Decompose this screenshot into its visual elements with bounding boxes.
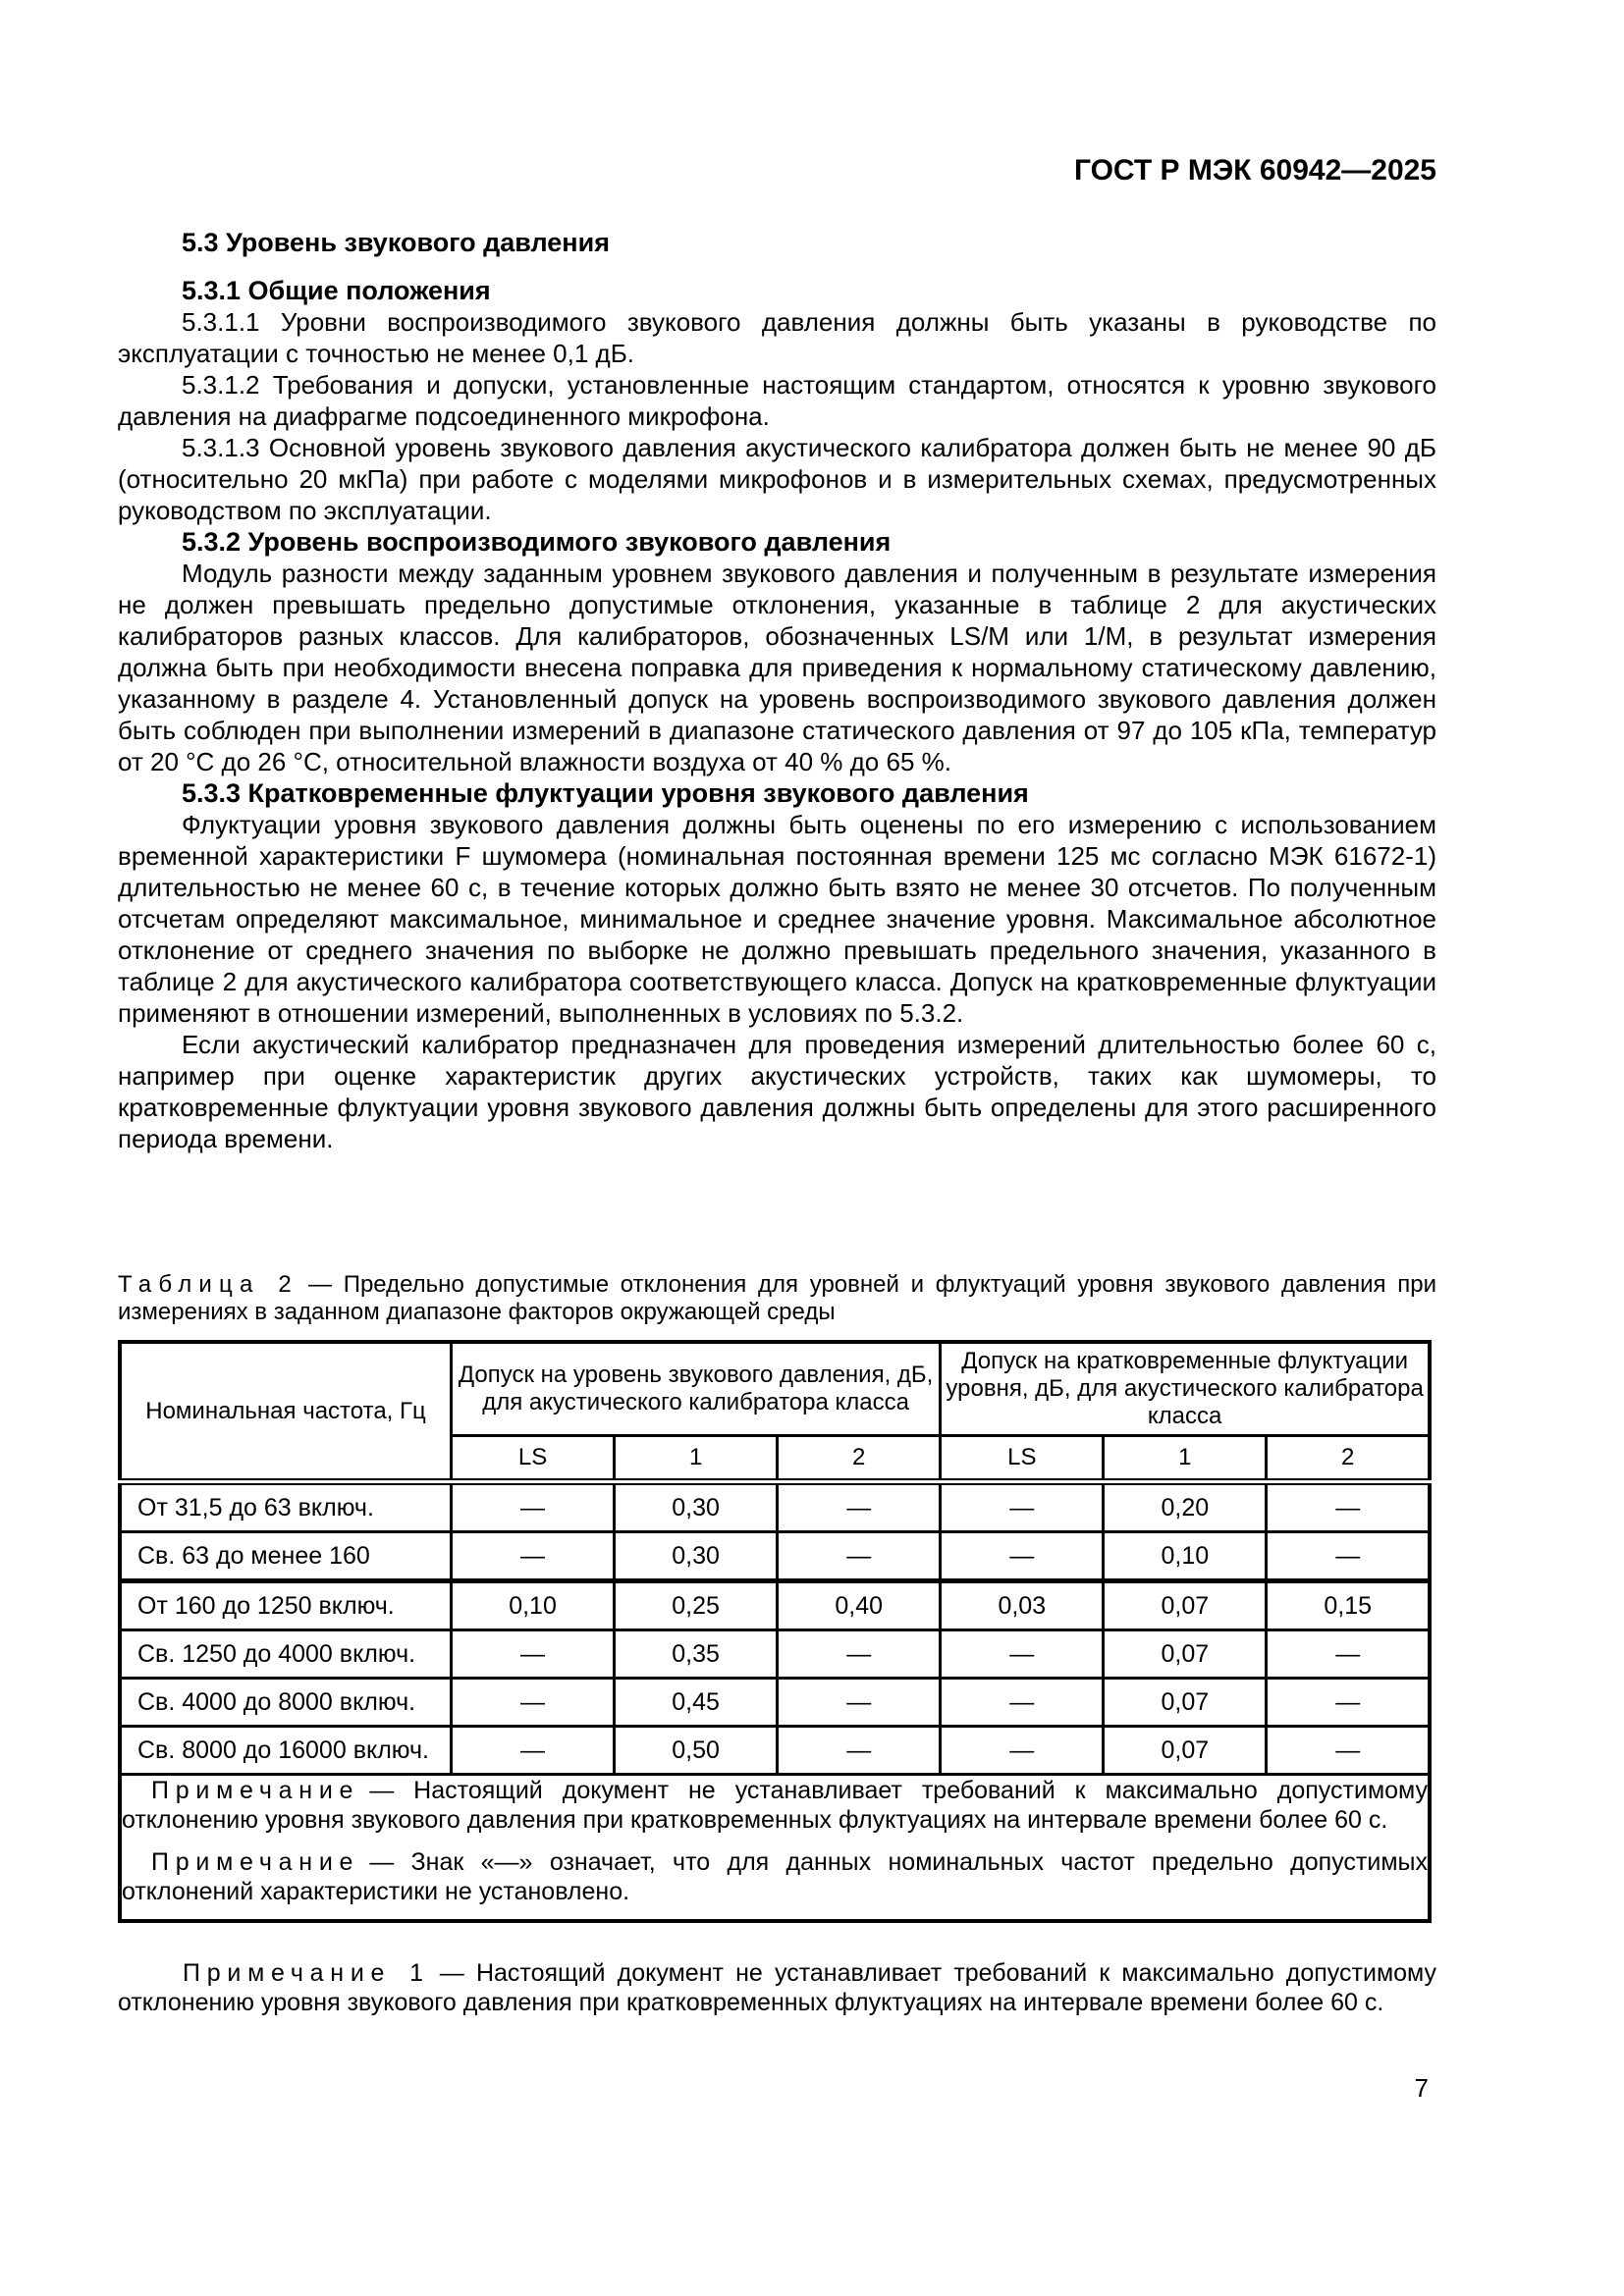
table-note-1-label: Примечание bbox=[151, 1777, 360, 1804]
cell-value: — bbox=[941, 1532, 1104, 1581]
cell-value: 0,30 bbox=[615, 1532, 778, 1581]
heading-5-3-2: 5.3.2 Уровень воспроизводимого звукового давления bbox=[182, 527, 892, 557]
table-notes-row bbox=[120, 1775, 1430, 1922]
cell-frequency: От 160 до 1250 включ. bbox=[120, 1581, 452, 1630]
table-note-2-text: — Знак «—» означает, что для данных номинальных частот предельно допустимых отклонений характеристики не установлено. bbox=[122, 1848, 1428, 1905]
cell-value: — bbox=[941, 1727, 1104, 1775]
cell-value: — bbox=[1267, 1630, 1430, 1679]
table-note-1 bbox=[122, 1776, 1428, 1835]
cell-value: — bbox=[1267, 1679, 1430, 1727]
cell-value: — bbox=[778, 1679, 941, 1727]
footnote bbox=[118, 1958, 1436, 2017]
table-header-row-groups bbox=[120, 1342, 1430, 1436]
running-header: ГОСТ Р МЭК 60942—2025 bbox=[1073, 154, 1436, 187]
cell-value: 0,03 bbox=[941, 1581, 1104, 1630]
table-caption-text: — Предельно допустимые отклонения для уровней и флуктуаций уровня звукового давления при измерениях в заданном диапазоне факторов окружающей среды bbox=[118, 1271, 1437, 1325]
cell-frequency: Св. 63 до менее 160 bbox=[120, 1532, 452, 1581]
cell-value: — bbox=[778, 1630, 941, 1679]
cell-value: — bbox=[452, 1727, 615, 1775]
cell-value: 0,07 bbox=[1104, 1727, 1267, 1775]
page-content bbox=[118, 153, 1436, 2017]
cell-value: 0,35 bbox=[615, 1630, 778, 1679]
cell-value: 0,07 bbox=[1104, 1581, 1267, 1630]
tolerances-table bbox=[118, 1340, 1432, 1923]
table-notes-cell bbox=[120, 1775, 1430, 1922]
table-row bbox=[120, 1482, 1430, 1532]
paragraph-5-3-2: Модуль разности между заданным уровнем звукового давления и полученным в результате измерения не должен превышать предельно допустимые отклонения, указанные в таблице 2 для акустических калибраторов разных классов. Для калибраторов, обозначенных LS/M или 1/М, в результат измерения должна быть при необходимости внесена поправка для приведения к нормальному статическому давлению, указанному в разделе 4. Установленный допуск на уровень воспроизводимого звукового давления должен быть соблюден при выполнении измерений в диапазоне статического давления от 97 до 105 кПа, температур от 20 °С до 26 °С, относительной влажности воздуха от 40 % до 65 %. bbox=[118, 559, 1436, 776]
cell-value: — bbox=[941, 1482, 1104, 1532]
cell-value: 0,20 bbox=[1104, 1482, 1267, 1532]
cell-value: 0,07 bbox=[1104, 1679, 1267, 1727]
cell-value: — bbox=[778, 1727, 941, 1775]
cell-value: 0,15 bbox=[1267, 1581, 1430, 1630]
table-row bbox=[120, 1679, 1430, 1727]
paragraph-5-3-3-b: Если акустический калибратор предназначен для проведения измерений длительностью более 60 с, например при оценке характеристик других акустических устройств, таких как шумомеры, то кратковременные флуктуации уровня звукового давления должны быть определены для этого расширенного периода времени. bbox=[118, 1030, 1436, 1153]
cell-value: — bbox=[452, 1482, 615, 1532]
heading-5-3-1: 5.3.1 Общие положения bbox=[182, 276, 491, 305]
cell-value: 0,45 bbox=[615, 1679, 778, 1727]
cell-frequency: От 31,5 до 63 включ. bbox=[120, 1482, 452, 1532]
cell-frequency: Св. 4000 до 8000 включ. bbox=[120, 1679, 452, 1727]
table-note-1-text: — Настоящий документ не устанавливает требований к максимально допустимому отклонению уровня звукового давления при кратковременных флуктуациях на интервале времени более 60 с. bbox=[122, 1777, 1428, 1834]
footnote-text: — Настоящий документ не устанавливает требований к максимально допустимому отклонению уровня звукового давления при кратковременных флуктуациях на интервале времени более 60 с. bbox=[118, 1959, 1437, 2016]
table-caption bbox=[118, 1271, 1436, 1326]
cell-value: 0,30 bbox=[615, 1482, 778, 1532]
column-group-level-tolerance: Допуск на уровень звукового давления, дБ, для акустического калибратора класса bbox=[452, 1342, 941, 1436]
cell-value: 0,50 bbox=[615, 1727, 778, 1775]
cell-value: — bbox=[778, 1482, 941, 1532]
cell-value: — bbox=[1267, 1727, 1430, 1775]
class-header-fluct-ls: LS bbox=[941, 1436, 1104, 1482]
column-header-frequency: Номинальная частота, Гц bbox=[120, 1342, 452, 1482]
class-header-fluct-2: 2 bbox=[1267, 1436, 1430, 1482]
cell-frequency: Св. 8000 до 16000 включ. bbox=[120, 1727, 452, 1775]
paragraph-5-3-3-a: Флуктуации уровня звукового давления должны быть оценены по его измерению с использованием временной характеристики F шумомера (номинальная постоянная времени 125 мс согласно МЭК 61672-1) длительностью не менее 60 с, в течение которых должно быть взято не менее 30 отсчетов. По полученным отсчетам определяют максимальное, минимальное и среднее значение уровня. Максимальное абсолютное отклонение от среднего значения по выборке не должно превышать предельного значения, указанного в таблице 2 для акустического калибратора соответствующего класса. Допуск на кратковременные флуктуации применяют в отношении измерений, выполненных в условиях по 5.3.2. bbox=[118, 810, 1436, 1028]
cell-value: — bbox=[941, 1679, 1104, 1727]
cell-value: — bbox=[452, 1679, 615, 1727]
class-header-level-ls: LS bbox=[452, 1436, 615, 1482]
cell-value: — bbox=[1267, 1482, 1430, 1532]
cell-frequency: Св. 1250 до 4000 включ. bbox=[120, 1630, 452, 1679]
class-header-fluct-1: 1 bbox=[1104, 1436, 1267, 1482]
paragraph-5-3-1-1: 5.3.1.1 Уровни воспроизводимого звукового давления должны быть указаны в руководстве по эксплуатации с точностью не менее 0,1 дБ. bbox=[118, 307, 1436, 368]
footnote-label: Примечание 1 bbox=[183, 1959, 430, 1987]
table-row bbox=[120, 1630, 1430, 1679]
table-row bbox=[120, 1532, 1430, 1581]
cell-value: 0,07 bbox=[1104, 1630, 1267, 1679]
table-note-2-label: Примечание bbox=[151, 1848, 360, 1876]
class-header-level-1: 1 bbox=[615, 1436, 778, 1482]
heading-5-3-3: 5.3.3 Кратковременные флуктуации уровня звукового давления bbox=[182, 778, 1029, 808]
table-row bbox=[120, 1727, 1430, 1775]
cell-value: — bbox=[778, 1532, 941, 1581]
table-note-2 bbox=[122, 1847, 1428, 1906]
cell-value: 0,10 bbox=[1104, 1532, 1267, 1581]
table-caption-label: Таблица 2 bbox=[118, 1271, 298, 1298]
class-header-level-2: 2 bbox=[778, 1436, 941, 1482]
heading-5-3: 5.3 Уровень звукового давления bbox=[182, 228, 610, 257]
cell-value: 0,10 bbox=[452, 1581, 615, 1630]
cell-value: — bbox=[1267, 1532, 1430, 1581]
paragraph-5-3-1-3: 5.3.1.3 Основной уровень звукового давления акустического калибратора должен быть не менее 90 дБ (относительно 20 мкПа) при работе с моделями микрофонов и в измерительных схемах, предусмотренных руководством по эксплуатации. bbox=[118, 433, 1436, 525]
cell-value: 0,40 bbox=[778, 1581, 941, 1630]
paragraph-5-3-1-2: 5.3.1.2 Требования и допуски, установленные настоящим стандартом, относятся к уровню звукового давления на диафрагме подсоединенного микрофона. bbox=[118, 370, 1436, 431]
column-group-fluctuation-tolerance: Допуск на кратковременные флуктуации уровня, дБ, для акустического калибратора класса bbox=[941, 1342, 1430, 1436]
cell-value: — bbox=[941, 1630, 1104, 1679]
table-row bbox=[120, 1581, 1430, 1630]
cell-value: — bbox=[452, 1630, 615, 1679]
cell-value: — bbox=[452, 1532, 615, 1581]
page-number: 7 bbox=[1414, 2073, 1429, 2103]
cell-value: 0,25 bbox=[615, 1581, 778, 1630]
